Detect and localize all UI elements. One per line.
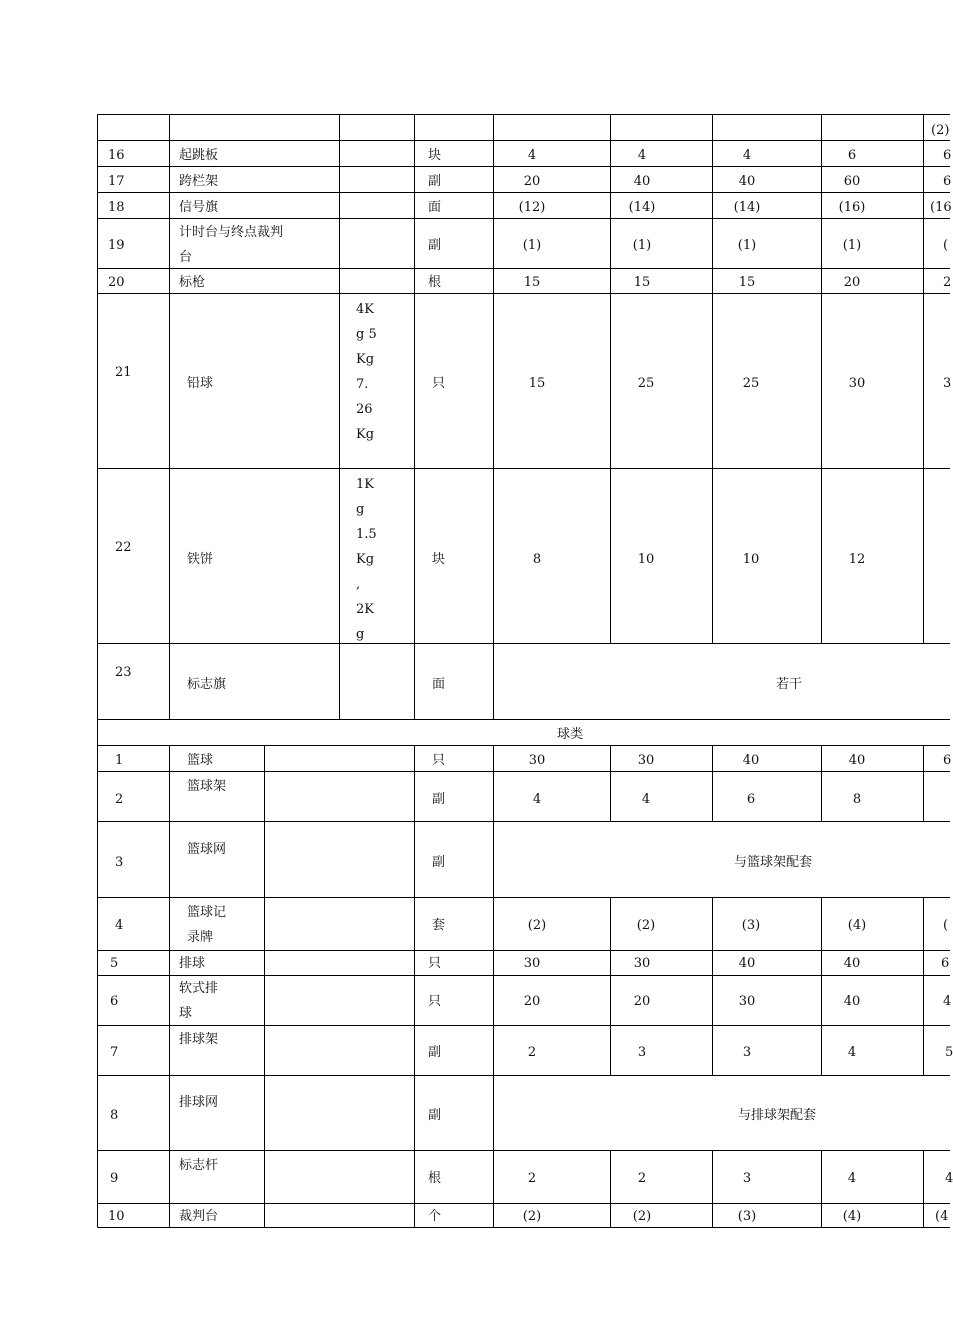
value-cell: 4 xyxy=(527,148,537,163)
value-cell: 15 xyxy=(528,376,546,391)
value-cell: (2) xyxy=(632,1209,652,1224)
value-cell: (2) xyxy=(522,1209,542,1224)
row-number: 7 xyxy=(110,1045,119,1060)
value-cell: 3 xyxy=(943,376,952,391)
value-cell: (16 xyxy=(930,200,952,215)
value-cell: (16) xyxy=(838,200,866,215)
row-number: 18 xyxy=(108,200,125,215)
item-name: 标志杆 xyxy=(179,1158,219,1173)
value-cell: (14) xyxy=(628,200,656,215)
value-cell: 30 xyxy=(637,753,655,768)
item-name: 软式排 球 xyxy=(179,981,219,1021)
section-title: 球类 xyxy=(556,727,583,742)
value-cell: 2 xyxy=(527,1045,537,1060)
item-name: 信号旗 xyxy=(179,200,219,215)
value-cell: 40 xyxy=(843,994,861,1009)
unit: 副 xyxy=(428,174,442,189)
unit: 根 xyxy=(428,1171,442,1186)
value-cell: 10 xyxy=(742,552,760,567)
value-cell: 25 xyxy=(637,376,655,391)
row-number: 2 xyxy=(115,792,124,807)
value-cell: (1) xyxy=(842,238,862,253)
unit: 副 xyxy=(428,1045,442,1060)
unit: 块 xyxy=(432,552,446,567)
item-name: 篮球架 xyxy=(187,779,227,794)
value-cell: 30 xyxy=(738,994,756,1009)
value-cell: 20 xyxy=(523,994,541,1009)
row-number: 23 xyxy=(115,665,132,680)
item-name: 铅球 xyxy=(187,376,214,391)
unit: 套 xyxy=(432,918,446,933)
item-name: 起跳板 xyxy=(179,148,219,163)
value-cell: 4 xyxy=(943,994,952,1009)
row-number: 8 xyxy=(110,1108,119,1123)
merged-value: 若干 xyxy=(776,677,803,692)
value-cell: 30 xyxy=(848,376,866,391)
value-cell: 5 xyxy=(945,1045,953,1060)
item-name: 计时台与终点裁判 台 xyxy=(179,225,284,265)
item-name: 裁判台 xyxy=(179,1209,219,1224)
value-cell: 15 xyxy=(738,275,756,290)
unit: 副 xyxy=(428,238,442,253)
row-number: 22 xyxy=(115,540,132,555)
value-cell: (1) xyxy=(522,238,542,253)
item-name: 篮球 xyxy=(187,753,214,768)
value-cell: 3 xyxy=(742,1045,752,1060)
item-name: 篮球记 录牌 xyxy=(187,905,227,945)
item-name: 排球 xyxy=(179,956,206,971)
item-name: 篮球网 xyxy=(187,842,227,857)
item-name: 标枪 xyxy=(179,275,206,290)
value-cell: 40 xyxy=(843,956,861,971)
value-cell: 30 xyxy=(528,753,546,768)
value-cell: ( xyxy=(943,918,949,933)
value-cell: (3) xyxy=(741,918,761,933)
value-cell: 6 xyxy=(847,148,857,163)
item-name: 标志旗 xyxy=(187,677,227,692)
value-cell: 15 xyxy=(633,275,651,290)
value-cell: (1) xyxy=(632,238,652,253)
value-cell: 4 xyxy=(847,1171,857,1186)
value-cell: (4) xyxy=(842,1209,862,1224)
unit: 个 xyxy=(428,1209,442,1224)
row-number: 9 xyxy=(110,1171,119,1186)
row-number: 1 xyxy=(115,753,124,768)
item-spec: 1K g 1.5 Kg , 2K g xyxy=(356,477,377,642)
unit: 只 xyxy=(428,994,442,1009)
value-cell: (4) xyxy=(847,918,867,933)
value-cell: 40 xyxy=(738,956,756,971)
value-cell: 60 xyxy=(843,174,861,189)
row-number: 4 xyxy=(115,918,124,933)
value-cell: 20 xyxy=(523,174,541,189)
value-cell: 8 xyxy=(852,792,862,807)
item-spec: 4K g 5 Kg 7. 26 Kg xyxy=(356,302,377,442)
value-cell: 25 xyxy=(742,376,760,391)
value-cell: 40 xyxy=(738,174,756,189)
row-number: 5 xyxy=(110,956,119,971)
unit: 只 xyxy=(432,376,446,391)
value-cell: 4 xyxy=(641,792,651,807)
unit: 副 xyxy=(428,1108,442,1123)
row-number: 19 xyxy=(108,238,125,253)
row-number: 16 xyxy=(108,148,125,163)
unit: 只 xyxy=(428,956,442,971)
value-cell: 2 xyxy=(637,1171,647,1186)
value-cell: 20 xyxy=(633,994,651,1009)
unit: 面 xyxy=(432,677,446,692)
value-cell: 30 xyxy=(633,956,651,971)
item-name: 跨栏架 xyxy=(179,174,219,189)
unit: 副 xyxy=(432,792,446,807)
value-cell: 2 xyxy=(943,275,952,290)
value-cell: 20 xyxy=(843,275,861,290)
value-cell: 4 xyxy=(847,1045,857,1060)
value-cell: 6 xyxy=(943,174,952,189)
value-cell: (2) xyxy=(527,918,547,933)
value-cell: 3 xyxy=(637,1045,647,1060)
item-name: 铁饼 xyxy=(187,552,214,567)
row-number: 20 xyxy=(108,275,125,290)
row-number: 21 xyxy=(115,365,132,380)
value-cell: (1) xyxy=(737,238,757,253)
value-cell: 4 xyxy=(637,148,647,163)
unit: 块 xyxy=(428,148,442,163)
row-number: 6 xyxy=(110,994,119,1009)
value-cell: 6 xyxy=(746,792,756,807)
value-cell: 3 xyxy=(742,1171,752,1186)
value-cell: 4 xyxy=(742,148,752,163)
item-name: 排球架 xyxy=(179,1032,219,1047)
table-cell: (2) xyxy=(931,123,950,138)
value-cell: 4 xyxy=(945,1171,953,1186)
unit: 面 xyxy=(428,200,442,215)
value-cell: 4 xyxy=(532,792,542,807)
row-number: 10 xyxy=(108,1209,125,1224)
value-cell: 6 xyxy=(943,753,952,768)
value-cell: 6 xyxy=(941,956,950,971)
merged-value: 与篮球架配套 xyxy=(734,855,813,870)
value-cell: ( xyxy=(943,238,949,253)
value-cell: 15 xyxy=(523,275,541,290)
value-cell: (2) xyxy=(636,918,656,933)
value-cell: (4 xyxy=(935,1209,949,1224)
unit: 根 xyxy=(428,275,442,290)
value-cell: (3) xyxy=(737,1209,757,1224)
value-cell: 40 xyxy=(633,174,651,189)
value-cell: 40 xyxy=(848,753,866,768)
merged-value: 与排球架配套 xyxy=(738,1108,817,1123)
row-number: 3 xyxy=(115,855,124,870)
value-cell: (14) xyxy=(733,200,761,215)
value-cell: 40 xyxy=(742,753,760,768)
unit: 只 xyxy=(432,753,446,768)
value-cell: 30 xyxy=(523,956,541,971)
unit: 副 xyxy=(432,855,446,870)
value-cell: (12) xyxy=(518,200,546,215)
value-cell: 6 xyxy=(943,148,952,163)
value-cell: 2 xyxy=(527,1171,537,1186)
value-cell: 12 xyxy=(848,552,866,567)
item-name: 排球网 xyxy=(179,1095,219,1110)
value-cell: 10 xyxy=(637,552,655,567)
row-number: 17 xyxy=(108,174,125,189)
value-cell: 8 xyxy=(532,552,542,567)
